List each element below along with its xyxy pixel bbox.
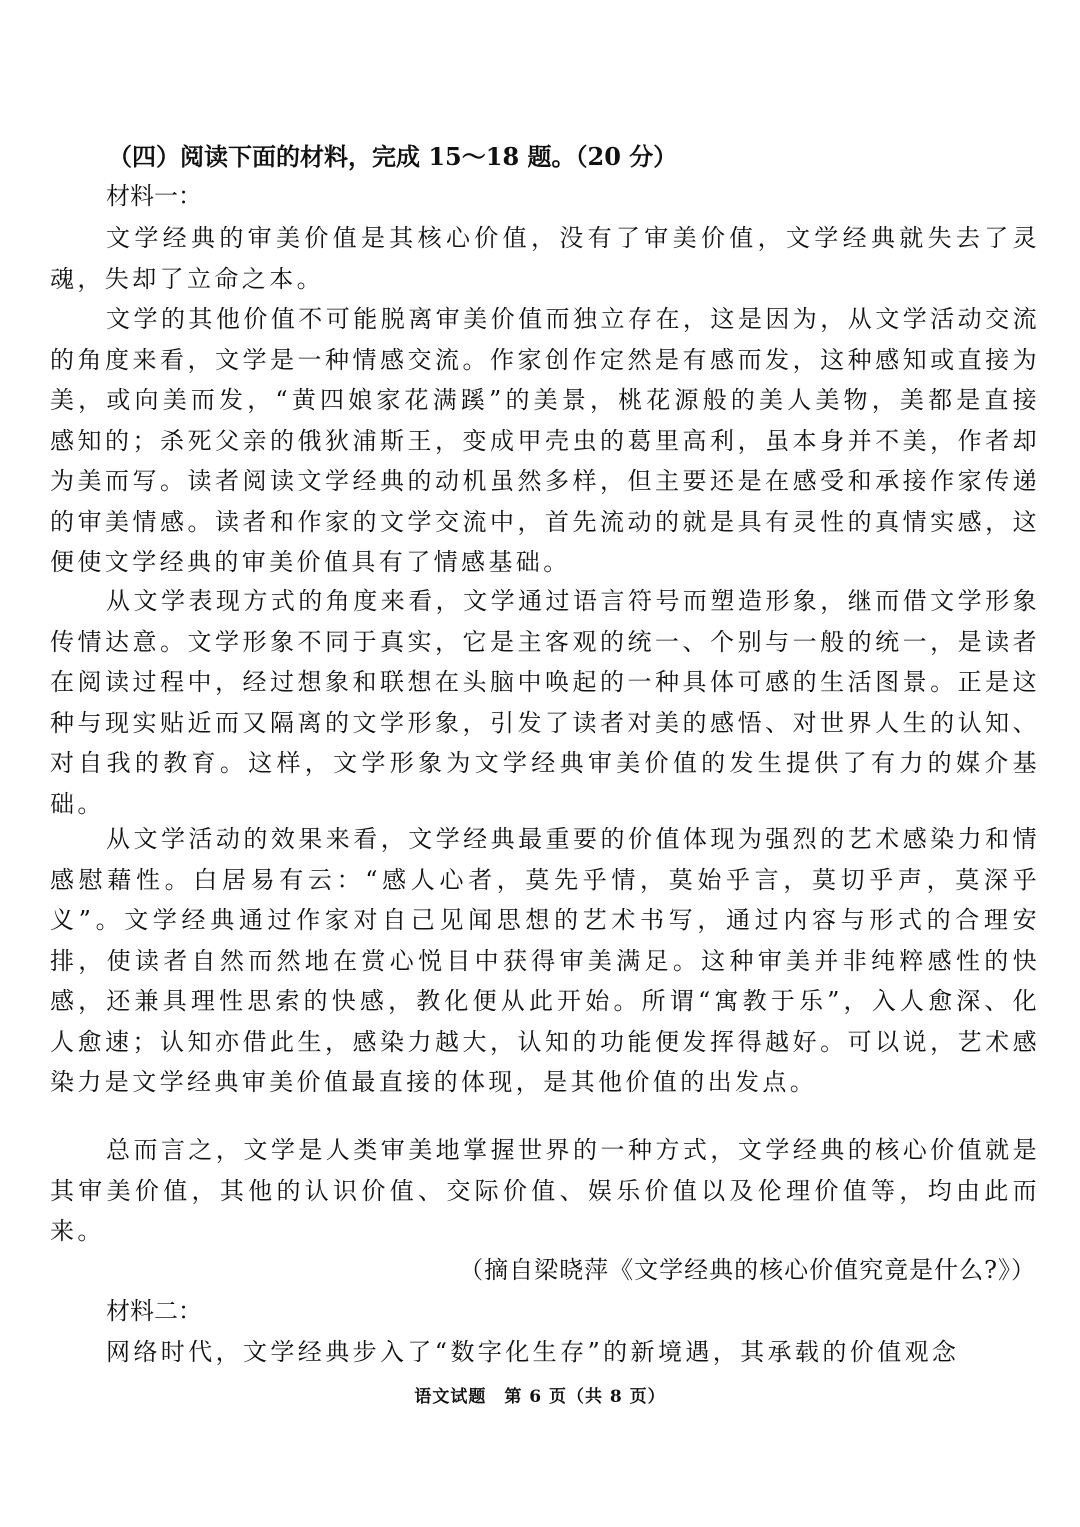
- material-one-label: 材料一：: [106, 182, 202, 210]
- material-one-source-citation: （摘自梁晓萍《文学经典的核心价值究竟是什么?》）: [459, 1256, 1036, 1284]
- page-footer: 语文试题 第 6 页（共 8 页）: [414, 1387, 666, 1407]
- material-two-label: 材料二：: [106, 1297, 202, 1325]
- material-one-paragraph-3: 从文学表现方式的角度来看，文学通过语言符号而塑造形象，继而借文学形象传情达意。文学形象不同于真实，它是主客观的统一、个别与一般的统一，是读者在阅读过程中，经过想象和联想在头脑中唤起的一种具体可感的生活图景。正是这种与现实贴近而又隔离的文学形象，引发了读者对美的感悟、对世界人生的认知、对自我的教育。这样，文学形象为文学经典审美价值的发生提供了有力的媒介基础。: [50, 587, 1040, 818]
- material-one-paragraph-1: 文学经典的审美价值是其核心价值，没有了审美价值，文学经典就失去了灵魂，失却了立命之本。: [50, 224, 1040, 293]
- material-one-paragraph-2: 文学的其他价值不可能脱离审美价值而独立存在，这是因为，从文学活动交流的角度来看，文学是一种情感交流。作家创作定然是有感而发，这种感知或直接为美，或向美而发，“黄四娘家花满蹊”的美景，桃花源般的美人美物，美都是直接感知的；杀死父亲的俄狄浦斯王，变成甲壳虫的葛里高利，虽本身并不美，作者却为美而写。读者阅读文学经典的动机虽然多样，但主要还是在感受和承接作家传递的审美情感。读者和作家的文学交流中，首先流动的就是具有灵性的真情实感，这便使文学经典的审美价值具有了情感基础。: [50, 305, 1040, 576]
- section-heading: （四）阅读下面的材料，完成 15～18 题。（20 分）: [108, 142, 678, 171]
- material-one-paragraph-4: 从文学活动的效果来看，文学经典最重要的价值体现为强烈的艺术感染力和情感慰藉性。白居易有云：“感人心者，莫先乎情，莫始乎言，莫切乎声，莫深乎义”。文学经典通过作家对自己见闻思想的艺术书写，通过内容与形式的合理安排，使读者自然而然地在赏心悦目中获得审美满足。这种审美并非纯粹感性的快感，还兼具理性思索的快感，教化便从此开始。所谓“寓教于乐”，入人愈深、化人愈速；认知亦借此生，感染力越大，认知的功能便发挥得越好。可以说，艺术感染力是文学经典审美价值最直接的体现，是其他价值的出发点。: [50, 825, 1040, 1096]
- material-one-paragraph-5: 总而言之，文学是人类审美地掌握世界的一种方式，文学经典的核心价值就是其审美价值，其他的认识价值、交际价值、娱乐价值以及伦理价值等，均由此而来。: [50, 1136, 1040, 1245]
- material-two-paragraph-1: 网络时代，文学经典步入了“数字化生存”的新境遇，其承载的价值观念: [106, 1338, 960, 1366]
